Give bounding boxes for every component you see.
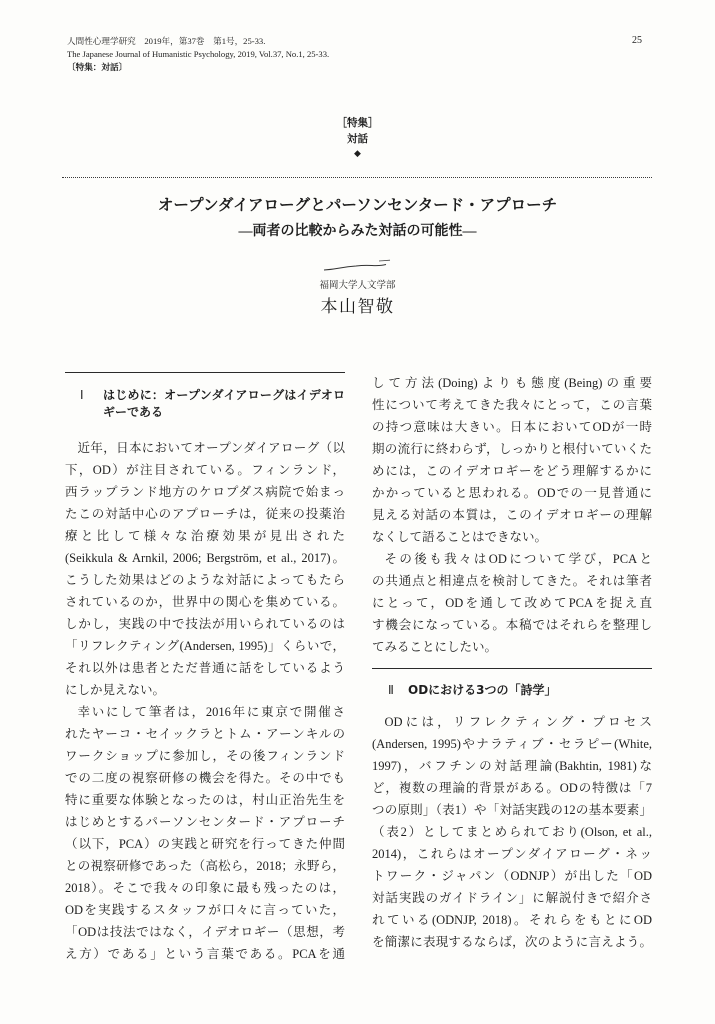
section-2-title (408, 682, 652, 699)
section-1-title-line: はじめに：オープンダイアローグはイデオロ (103, 388, 345, 402)
text-line: す機会になっている。本稿ではそれらを整理し (372, 618, 652, 632)
text-line: ワークショップに参加し，その後フィンランド (65, 749, 345, 763)
journal-citation-en: The Japanese Journal of Humanistic Psychology, 2019, Vol.37, No.1, 25-33. (67, 49, 330, 59)
paragraph (65, 437, 345, 701)
text-line: それ以外は患者とただ普通に話をしているよう (65, 661, 345, 675)
text-line: 「ODは技法ではなく，イデオロギー（思想，考 (65, 925, 345, 939)
text-line: 2018）。そこで我々の印象に最も残ったのは， (65, 881, 345, 895)
article-subtitle: ―両者の比較からみた対話の可能性― (238, 224, 477, 239)
text-line: 「リフレクティング(Andersen, 1995)」くらいで， (65, 639, 345, 653)
text-line: 期の流行に終わらず，しっかりと根付いていくた (372, 442, 652, 456)
left-column (65, 437, 345, 965)
text-line: の共通点と相違点を検討してきた。それは筆者 (372, 574, 652, 588)
section-1-title (103, 387, 345, 421)
section-1-number: Ⅰ (80, 388, 84, 402)
text-line: え方）である」という言葉である。PCAを通 (65, 947, 345, 961)
author-affiliation: 福岡大学人文学部 (319, 281, 396, 291)
page-number: 25 (632, 35, 642, 46)
text-line: 特に重要な体験となったのは，村山正治先生を (65, 793, 345, 807)
paragraph-continued (372, 372, 652, 548)
text-line: を簡潔に表現するならば，次のように言えよう。 (372, 935, 652, 949)
text-line: （表2）としてまとめられており(Olson, et al., (372, 825, 652, 839)
text-line: ODを実践するスタッフが口々に言っていた， (65, 903, 345, 917)
text-line: 1997)，バフチンの対話理論(Bakhtin, 1981)な (372, 759, 652, 773)
text-line: との視察研修であった（高松ら，2018；永野ら， (65, 859, 345, 873)
text-line: てみることにしたい。 (372, 640, 498, 654)
right-column-top (372, 372, 652, 658)
feature-label: ［特集］ (336, 117, 379, 129)
dotted-divider (62, 177, 652, 178)
text-line: 2014)，これらはオープンダイアローグ・ネッ (372, 847, 652, 861)
text-line: ODには，リフレクティング・プロセス (384, 715, 652, 729)
author-name: 本山智敬 (320, 297, 395, 316)
section-2-title-line: ODにおける3つの「詩学」 (408, 683, 557, 697)
paragraph (372, 548, 652, 658)
text-line: (Seikkula & Arnkil, 2006; Bergström, et al., 2017)。 (65, 551, 345, 565)
text-line: (Andersen, 1995)やナラティブ・セラピー(White, (372, 737, 652, 751)
text-line: こうした効果はどのような対話によってもたら (65, 573, 345, 587)
text-line: 性について考えてきた我々にとって，この言葉 (372, 398, 652, 412)
text-line: その後も我々はODについて学び，PCAと (384, 552, 652, 566)
text-line: （以下，PCA）の実践と研究を行ってきた仲間 (65, 837, 345, 851)
text-line: されているのか，世界中の関心を集めている。 (65, 595, 345, 609)
right-column-bottom (372, 711, 652, 953)
section-1-rule (65, 372, 345, 373)
special-issue-tag: 〔特集：対話〕 (67, 62, 128, 72)
text-line: 下，OD）が注目されている。フィンランド， (65, 463, 345, 477)
text-line: れている(ODNJP, 2018)。それらをもとにOD (372, 913, 652, 927)
section-1-heading (65, 387, 345, 421)
text-line: れたヤーコ・セイックラとトム・アーンキルの (65, 727, 345, 741)
text-line: かかっていると思われる。ODでの一見普通に (372, 486, 652, 500)
feature-topic: 対話 (347, 133, 368, 145)
text-line: 療と比して様々な治療効果が見出された (65, 529, 345, 543)
section-1-title-line: ギーである (103, 405, 164, 419)
text-line: して方法(Doing)よりも態度(Being)の重要 (372, 376, 652, 390)
journal-citation-ja: 人間性心理学研究 2019年，第37巻 第1号，25-33. (67, 36, 266, 46)
section-2-heading (372, 682, 652, 699)
text-line: 西ラップランド地方のケロプダス病院で始まっ (65, 485, 345, 499)
text-line: ど，複数の理論的背景がある。ODの特徴は「7 (372, 781, 652, 795)
text-line: 見える対話の本質は，このイデオロギーの理解 (372, 508, 652, 522)
diamond-ornament-icon: ◆ (354, 149, 361, 159)
paragraph (372, 711, 652, 953)
section-2-rule (372, 668, 652, 669)
text-line: めには，このイデオロギーをどう理解するかに (372, 464, 652, 478)
text-line: トワーク・ジャパン（ODNJP）が出した「OD (372, 869, 652, 883)
text-line: 幸いにして筆者は，2016年に東京で開催さ (77, 705, 345, 719)
squiggle-ornament-icon (322, 256, 394, 274)
text-line: はじめとするパーソンセンタード・アプローチ (65, 815, 345, 829)
article-title: オープンダイアローグとパーソンセンタード・アプローチ (157, 197, 558, 214)
section-2-number: Ⅱ (388, 683, 394, 697)
text-line: たこの対話中心のアプローチは，従来の投薬治 (65, 507, 345, 521)
paragraph (65, 701, 345, 965)
text-line: での二度の視察研修の機会を得た。その中でも (65, 771, 345, 785)
text-line: つの原則」（表1）や「対話実践の12の基本要素」 (372, 803, 652, 817)
text-line: しかし，実践の中で技法が用いられているのは (65, 617, 345, 631)
text-line: 近年，日本においてオープンダイアローグ（以 (77, 441, 345, 455)
text-line: にしか見えない。 (65, 683, 166, 697)
text-line: の持つ意味は大きい。日本においてODが一時 (372, 420, 652, 434)
text-line: にとって，ODを通して改めてPCAを捉え直 (372, 596, 652, 610)
text-line: なくして語ることはできない。 (372, 530, 548, 544)
text-line: 対話実践のガイドライン」に解説付きで紹介さ (372, 891, 652, 905)
